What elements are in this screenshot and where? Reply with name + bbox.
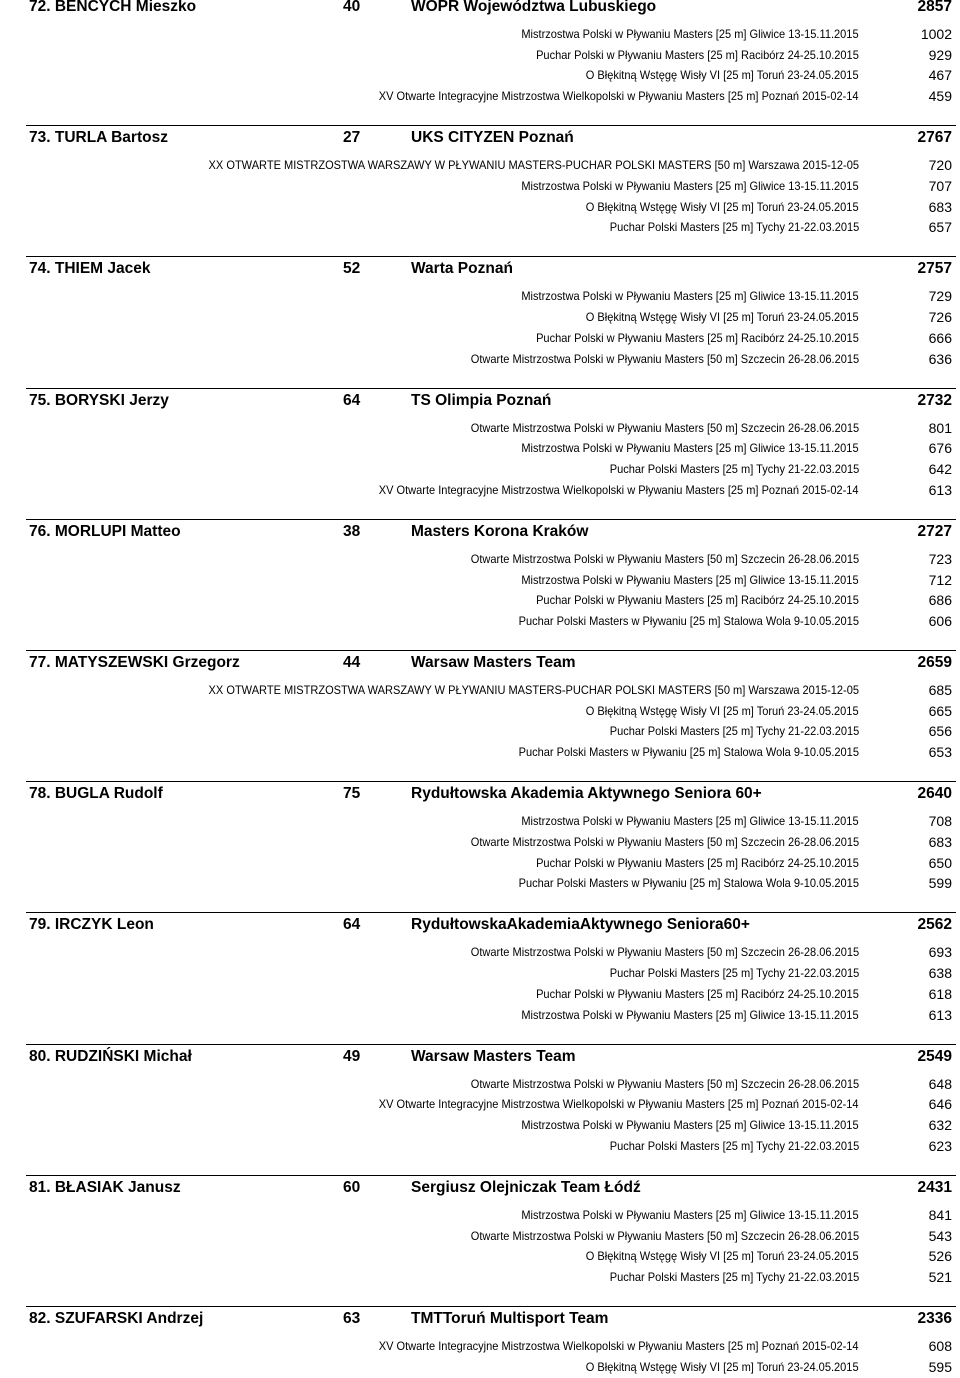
event-points: 841 — [928, 1206, 952, 1223]
separator-line — [26, 912, 956, 913]
competitor-header — [0, 1308, 960, 1330]
event-row — [0, 984, 960, 1004]
event-row — [0, 942, 960, 962]
event-description: Puchar Polski Masters w Pływaniu [25 m] Stalowa Wola 9-10.05.2015 — [518, 745, 859, 760]
event-description: Otwarte Mistrzostwa Polski w Pływaniu Masters [50 m] Szczecin 26-28.06.2015 — [470, 420, 859, 435]
competitor-header — [0, 127, 960, 149]
event-points: 1002 — [920, 26, 952, 42]
competitor-header — [0, 783, 960, 805]
event-points: 613 — [928, 1006, 952, 1023]
competitor-age: 75 — [343, 785, 361, 803]
separator-line — [26, 1044, 956, 1045]
event-description: O Błękitną Wstęgę Wisły VI [25 m] Toruń 23-24.05.2015 — [586, 68, 859, 83]
event-points: 683 — [928, 198, 952, 215]
competitor-header — [0, 390, 960, 412]
event-points: 599 — [928, 875, 952, 892]
event-row — [0, 1336, 960, 1356]
competitor-header — [0, 914, 960, 936]
event-row — [0, 873, 960, 893]
competitor-age: 63 — [343, 1310, 361, 1327]
event-description: Otwarte Mistrzostwa Polski w Pływaniu Masters [50 m] Szczecin 26-28.06.2015 — [470, 551, 859, 566]
competitor-club: Warsaw Masters Team — [411, 654, 576, 671]
competitor-age: 52 — [343, 260, 361, 278]
event-points: 653 — [928, 744, 952, 761]
separator-line — [26, 388, 956, 389]
competitor-header — [0, 1046, 960, 1068]
competitor-club: Rydułtowska Akademia Aktywnego Seniora 60+ — [411, 785, 762, 803]
event-points: 665 — [928, 702, 952, 719]
event-description: Puchar Polski w Pływaniu Masters [25 m] Racibórz 24-25.10.2015 — [536, 593, 859, 608]
competitor-name: 72. BENCYCH Mieszko — [29, 0, 197, 15]
event-row — [0, 1136, 960, 1156]
event-points: 729 — [928, 288, 952, 305]
competitor-header — [0, 1177, 960, 1199]
event-description: Mistrzostwa Polski w Pływaniu Masters [25 m] Gliwice 13-15.11.2015 — [521, 1118, 859, 1132]
competitor-header — [0, 652, 960, 674]
event-points: 595 — [928, 1358, 952, 1375]
event-description: XX OTWARTE MISTRZOSTWA WARSZAWY W PŁYWANIU MASTERS-PUCHAR POLSKI MASTERS [50 m] Warszawa 2015-12-05 — [208, 683, 859, 697]
competitor-club: Sergiusz Olejniczak Team Łódź — [411, 1178, 641, 1196]
event-description: XX OTWARTE MISTRZOSTWA WARSZAWY W PŁYWANIU MASTERS-PUCHAR POLSKI MASTERS [50 m] Warszawa 2015-12-05 — [208, 158, 859, 173]
event-description: Otwarte Mistrzostwa Polski w Pływaniu Masters [50 m] Szczecin 26-28.06.2015 — [470, 1076, 859, 1091]
competitor-club: UKS CITYZEN Poznań — [411, 129, 574, 147]
event-points: 646 — [928, 1096, 952, 1113]
competitor-total: 2562 — [917, 916, 952, 934]
separator-line — [26, 781, 956, 782]
competitor-age: 40 — [343, 0, 361, 15]
event-row — [0, 742, 960, 762]
event-points: 712 — [928, 571, 952, 588]
event-row — [0, 570, 960, 590]
event-description: O Błękitną Wstęgę Wisły VI [25 m] Toruń 23-24.05.2015 — [586, 199, 859, 214]
event-row — [0, 1205, 960, 1225]
competitor-age: 60 — [343, 1178, 361, 1196]
event-description: XV Otwarte Integracyjne Mistrzostwa Wielkopolski w Pływaniu Masters [25 m] Poznań 2015-02-14 — [379, 1339, 859, 1353]
event-description: Puchar Polski Masters [25 m] Tychy 21-22.03.2015 — [609, 966, 859, 981]
event-row — [0, 853, 960, 873]
event-points: 467 — [928, 67, 952, 84]
competitor-name: 80. RUDZIŃSKI Michał — [29, 1047, 192, 1065]
separator-line — [26, 256, 956, 257]
event-row — [0, 217, 960, 237]
event-row — [0, 1357, 960, 1377]
event-points: 656 — [928, 723, 952, 740]
event-row — [0, 832, 960, 852]
competitor-club: Warta Poznań — [411, 260, 513, 278]
event-points: 638 — [928, 965, 952, 982]
event-row — [0, 1226, 960, 1246]
event-row — [0, 963, 960, 983]
event-description: XV Otwarte Integracyjne Mistrzostwa Wielkopolski w Pływaniu Masters [25 m] Poznań 2015-02-14 — [379, 1097, 859, 1112]
event-description: Puchar Polski Masters [25 m] Tychy 21-22.03.2015 — [609, 724, 859, 739]
competitor-header — [0, 521, 960, 543]
event-description: Otwarte Mistrzostwa Polski w Pływaniu Masters [50 m] Szczecin 26-28.06.2015 — [470, 1228, 859, 1243]
competitor-club: WOPR Województwa Lubuskiego — [411, 0, 657, 15]
competitor-name: 73. TURLA Bartosz — [29, 129, 168, 147]
event-row — [0, 418, 960, 438]
competitor-age: 44 — [343, 654, 361, 671]
event-row — [0, 307, 960, 327]
event-points: 708 — [928, 813, 952, 830]
event-description: O Błękitną Wstęgę Wisły VI [25 m] Toruń 23-24.05.2015 — [586, 1249, 859, 1264]
event-points: 608 — [928, 1338, 952, 1354]
event-points: 632 — [928, 1117, 952, 1133]
competitor-name: 76. MORLUPI Matteo — [29, 522, 181, 540]
competitor-total: 2336 — [917, 1310, 952, 1327]
event-description: Puchar Polski w Pływaniu Masters [25 m] Racibórz 24-25.10.2015 — [536, 986, 859, 1001]
event-description: Puchar Polski w Pływaniu Masters [25 m] Racibórz 24-25.10.2015 — [536, 855, 859, 870]
competitor-header — [0, 0, 960, 18]
competitor-total: 2732 — [917, 391, 952, 409]
event-row — [0, 24, 960, 44]
event-points: 686 — [928, 592, 952, 609]
competitor-total: 2767 — [917, 129, 952, 147]
event-row — [0, 1074, 960, 1094]
event-row — [0, 328, 960, 348]
event-row — [0, 549, 960, 569]
competitor-name: 81. BŁASIAK Janusz — [29, 1178, 181, 1196]
event-description: Puchar Polski w Pływaniu Masters [25 m] Racibórz 24-25.10.2015 — [536, 47, 859, 62]
event-row — [0, 1005, 960, 1025]
event-row — [0, 680, 960, 700]
competitor-club: TMTToruń Multisport Team — [411, 1310, 609, 1327]
competitor-total: 2857 — [917, 0, 952, 15]
competitor-name: 79. IRCZYK Leon — [29, 916, 154, 934]
competitor-total: 2431 — [917, 1178, 952, 1196]
separator-line — [26, 650, 956, 651]
competitor-name: 78. BUGLA Rudolf — [29, 785, 163, 803]
event-row — [0, 480, 960, 500]
event-description: Mistrzostwa Polski w Pływaniu Masters [25 m] Gliwice 13-15.11.2015 — [521, 27, 859, 41]
event-points: 693 — [928, 944, 952, 961]
event-row — [0, 176, 960, 196]
competitor-name: 82. SZUFARSKI Andrzej — [29, 1310, 204, 1327]
event-points: 606 — [928, 612, 952, 629]
event-points: 801 — [928, 419, 952, 436]
competitor-age: 64 — [343, 916, 361, 934]
event-description: O Błękitną Wstęgę Wisły VI [25 m] Toruń 23-24.05.2015 — [586, 1359, 859, 1374]
event-description: O Błękitną Wstęgę Wisły VI [25 m] Toruń 23-24.05.2015 — [586, 310, 859, 325]
event-description: Mistrzostwa Polski w Pływaniu Masters [25 m] Gliwice 13-15.11.2015 — [521, 814, 859, 829]
event-points: 521 — [928, 1268, 952, 1285]
competitor-header — [0, 258, 960, 280]
event-row — [0, 155, 960, 175]
event-points: 683 — [928, 833, 952, 850]
event-description: O Błękitną Wstęgę Wisły VI [25 m] Toruń 23-24.05.2015 — [586, 703, 859, 718]
event-row — [0, 65, 960, 85]
event-points: 613 — [928, 481, 952, 498]
separator-line — [26, 125, 956, 126]
event-description: Puchar Polski Masters [25 m] Tychy 21-22.03.2015 — [609, 1138, 859, 1153]
event-description: Puchar Polski w Pływaniu Masters [25 m] Racibórz 24-25.10.2015 — [536, 330, 859, 345]
event-row — [0, 349, 960, 369]
event-description: Otwarte Mistrzostwa Polski w Pływaniu Masters [50 m] Szczecin 26-28.06.2015 — [470, 834, 859, 849]
event-points: 707 — [928, 177, 952, 194]
event-points: 723 — [928, 550, 952, 567]
event-points: 685 — [928, 682, 952, 698]
event-description: XV Otwarte Integracyjne Mistrzostwa Wielkopolski w Pływaniu Masters [25 m] Poznań 2015-02-14 — [379, 89, 859, 104]
competitor-club: Masters Korona Kraków — [411, 522, 589, 540]
event-row — [0, 590, 960, 610]
event-row — [0, 459, 960, 479]
event-row — [0, 701, 960, 721]
competitor-club: TS Olimpia Poznań — [411, 391, 552, 409]
competitor-total: 2549 — [917, 1047, 952, 1065]
competitor-name: 77. MATYSZEWSKI Grzegorz — [29, 654, 240, 671]
event-points: 459 — [928, 88, 952, 105]
event-description: Otwarte Mistrzostwa Polski w Pływaniu Masters [50 m] Szczecin 26-28.06.2015 — [470, 945, 859, 960]
event-description: Mistrzostwa Polski w Pływaniu Masters [25 m] Gliwice 13-15.11.2015 — [521, 572, 859, 587]
event-points: 642 — [928, 461, 952, 477]
event-points: 676 — [928, 440, 952, 457]
event-description: Puchar Polski Masters [25 m] Tychy 21-22.03.2015 — [609, 1269, 859, 1284]
event-row — [0, 45, 960, 65]
competitor-name: 75. BORYSKI Jerzy — [29, 391, 169, 409]
event-points: 543 — [928, 1227, 952, 1244]
event-points: 648 — [928, 1075, 952, 1092]
competitor-total: 2757 — [917, 260, 952, 278]
event-row — [0, 721, 960, 741]
event-row — [0, 1267, 960, 1287]
event-row — [0, 86, 960, 106]
event-description: Mistrzostwa Polski w Pływaniu Masters [25 m] Gliwice 13-15.11.2015 — [521, 178, 859, 193]
competitor-age: 38 — [343, 522, 361, 540]
event-description: Mistrzostwa Polski w Pływaniu Masters [25 m] Gliwice 13-15.11.2015 — [521, 441, 859, 456]
event-description: Otwarte Mistrzostwa Polski w Pływaniu Masters [50 m] Szczecin 26-28.06.2015 — [470, 351, 859, 366]
event-description: Puchar Polski Masters w Pływaniu [25 m] Stalowa Wola 9-10.05.2015 — [518, 876, 859, 891]
event-points: 623 — [928, 1137, 952, 1154]
event-row — [0, 438, 960, 458]
event-row — [0, 197, 960, 217]
event-description: Mistrzostwa Polski w Pływaniu Masters [25 m] Gliwice 13-15.11.2015 — [521, 1207, 859, 1222]
event-description: Puchar Polski Masters [25 m] Tychy 21-22.03.2015 — [609, 220, 859, 235]
event-points: 526 — [928, 1248, 952, 1265]
competitor-club: RydułtowskaAkademiaAktywnego Seniora60+ — [411, 916, 750, 934]
competitor-age: 49 — [343, 1047, 361, 1065]
event-row — [0, 1094, 960, 1114]
competitor-total: 2727 — [917, 522, 952, 540]
event-points: 726 — [928, 309, 952, 326]
event-points: 929 — [928, 46, 952, 63]
competitor-club: Warsaw Masters Team — [411, 1047, 576, 1065]
event-description: Mistrzostwa Polski w Pływaniu Masters [25 m] Gliwice 13-15.11.2015 — [521, 289, 859, 304]
competitor-total: 2659 — [917, 654, 952, 671]
event-row — [0, 1115, 960, 1135]
event-points: 666 — [928, 329, 952, 346]
event-description: Puchar Polski Masters w Pływaniu [25 m] Stalowa Wola 9-10.05.2015 — [518, 613, 859, 628]
separator-line — [26, 1306, 956, 1307]
event-description: XV Otwarte Integracyjne Mistrzostwa Wielkopolski w Pływaniu Masters [25 m] Poznań 2015-02-14 — [379, 482, 859, 497]
event-points: 720 — [928, 157, 952, 174]
competitor-age: 64 — [343, 391, 361, 409]
competitor-age: 27 — [343, 129, 361, 147]
event-points: 657 — [928, 219, 952, 236]
event-description: Mistrzostwa Polski w Pływaniu Masters [25 m] Gliwice 13-15.11.2015 — [521, 1007, 859, 1022]
event-row — [0, 1246, 960, 1266]
event-points: 618 — [928, 985, 952, 1002]
event-row — [0, 811, 960, 831]
competitor-name: 74. THIEM Jacek — [29, 260, 151, 278]
event-description: Puchar Polski Masters [25 m] Tychy 21-22.03.2015 — [609, 462, 859, 476]
separator-line — [26, 519, 956, 520]
separator-line — [26, 1175, 956, 1176]
event-row — [0, 611, 960, 631]
event-row — [0, 286, 960, 306]
event-points: 650 — [928, 854, 952, 871]
competitor-total: 2640 — [917, 785, 952, 803]
event-points: 636 — [928, 350, 952, 367]
